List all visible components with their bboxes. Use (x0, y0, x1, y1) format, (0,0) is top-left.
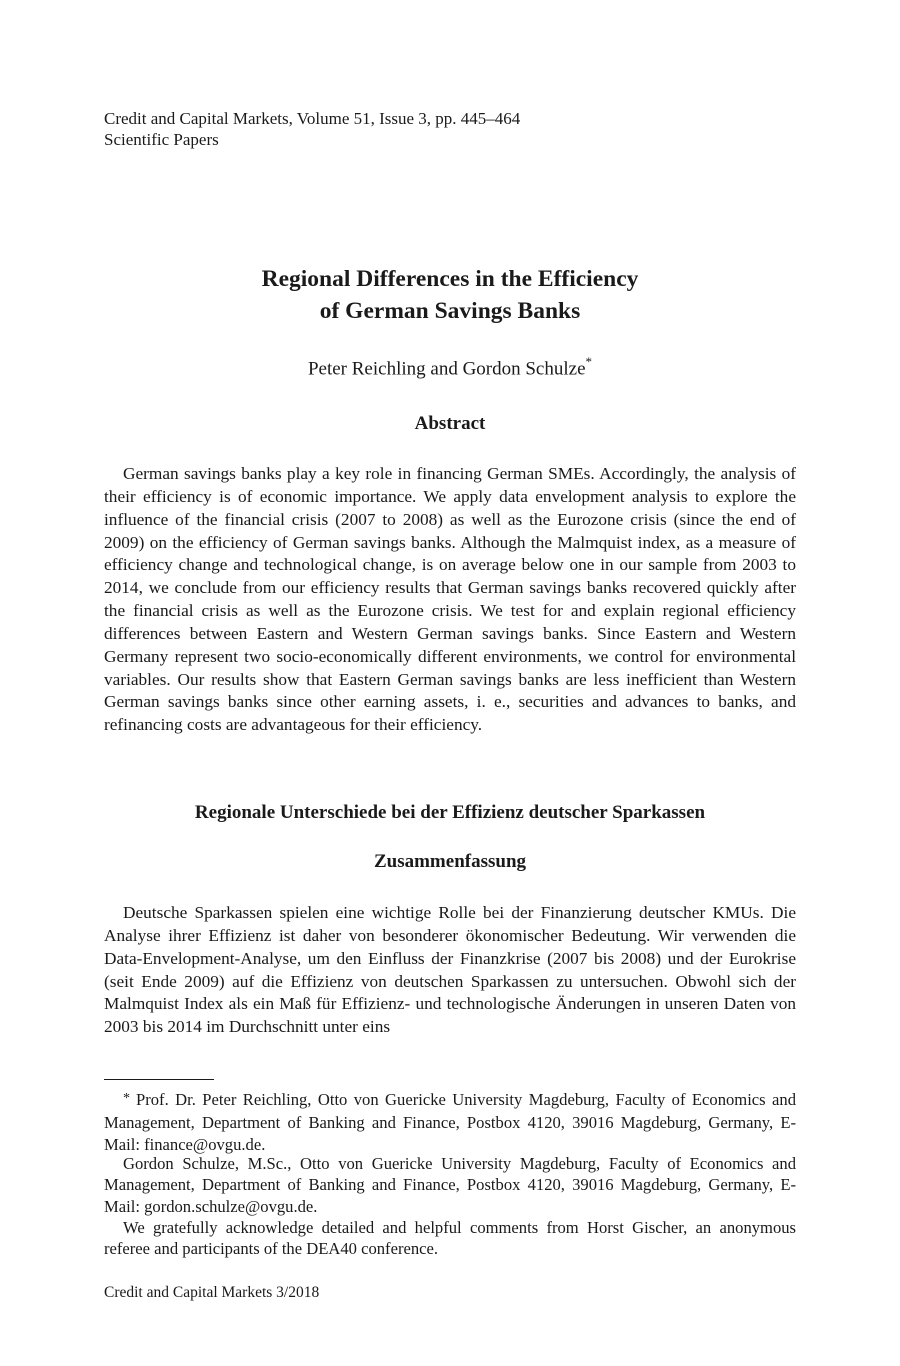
journal-section: Scientific Papers (104, 130, 219, 149)
footnote-3: We gratefully acknowledge detailed and helpful comments from Horst Gischer, an anonymous referee and participants of the DEA40 conference. (104, 1218, 796, 1259)
footnote-1 (104, 1089, 796, 1155)
article-title (104, 263, 796, 327)
article-authors (104, 351, 796, 381)
german-title: Regionale Unterschiede bei der Effizienz deutscher Sparkassen (194, 802, 706, 823)
zusammenfassung-text: Deutsche Sparkassen spielen eine wichtige Rolle bei der Finanzierung deutscher KMUs. Die Analyse ihrer Effizienz ist daher von besonderer ökonomischer Bedeutung. Wir verwenden die Data-Envelopment-Analyse, um den Einfluss der Finanzkrise (2007 bis 2008) und der Eurokrise (seit Ende 2009) auf die Effizienz von deutschen Sparkassen zu untersuchen. Obwohl sich der Malmquist Index als ein Maß für Effizienz- und technologische Änderungen in unseren Daten von 2003 bis 2014 im Durchschnitt unter eins (104, 903, 796, 1037)
page-footer: Credit and Capital Markets 3/2018 (104, 1284, 320, 1301)
author-names: Peter Reichling and Gordon Schulze (307, 358, 586, 380)
footnote-mark: * (123, 1091, 130, 1106)
footnote-2: Gordon Schulze, M.Sc., Otto von Guericke University Magdeburg, Faculty of Economics and Management, Department of Banking and Finance, Postbox 4120, 39016 Magdeburg, Germany, E-Mail: gordon.schulze@ovgu.de. (104, 1154, 796, 1216)
footnote-1-text: Prof. Dr. Peter Reichling, Otto von Guericke University Magdeburg, Faculty of Economics and Management, Department of Banking and Finance, Postbox 4120, 39016 Magdeburg, Germany, E-Mail: finance@ovgu.de. (104, 1090, 796, 1154)
abstract-text: German savings banks play a key role in financing German SMEs. Accordingly, the analysis of their efficiency is of economic importance. We apply data envelopment analysis to explore the influence of the financial crisis (2007 to 2008) as well as the Eurozone crisis (since the end of 2009) on the efficiency of German savings banks. Although the Malmquist index, as a measure of efficiency change and technological change, is on average below one in our sample from 2003 to 2014, we conclude from our efficiency results that German savings banks recovered quickly after the financial crisis as well as the Eurozone crisis. We test for and explain regional efficiency differences between Eastern and Western German savings banks. Since Eastern and Western Germany represent two socio-economically different environments, we control for environmental variables. Our results show that Eastern German savings banks are less inefficient than Western German savings banks since other earning assets, i. e., securities and advances to banks, and refinancing costs are advantageous for their efficiency. (104, 464, 796, 735)
abstract-heading: Abstract (414, 413, 486, 434)
journal-info: Credit and Capital Markets, Volume 51, Issue 3, pp. 445–464 (104, 109, 521, 128)
article-title-line-2: of German Savings Banks (319, 298, 581, 324)
zusammenfassung-heading: Zusammenfassung (373, 851, 527, 872)
article-title-line-1: Regional Differences in the Efficiency (261, 266, 639, 292)
author-footnote-mark: * (585, 354, 593, 369)
footnote-divider (104, 1079, 214, 1080)
